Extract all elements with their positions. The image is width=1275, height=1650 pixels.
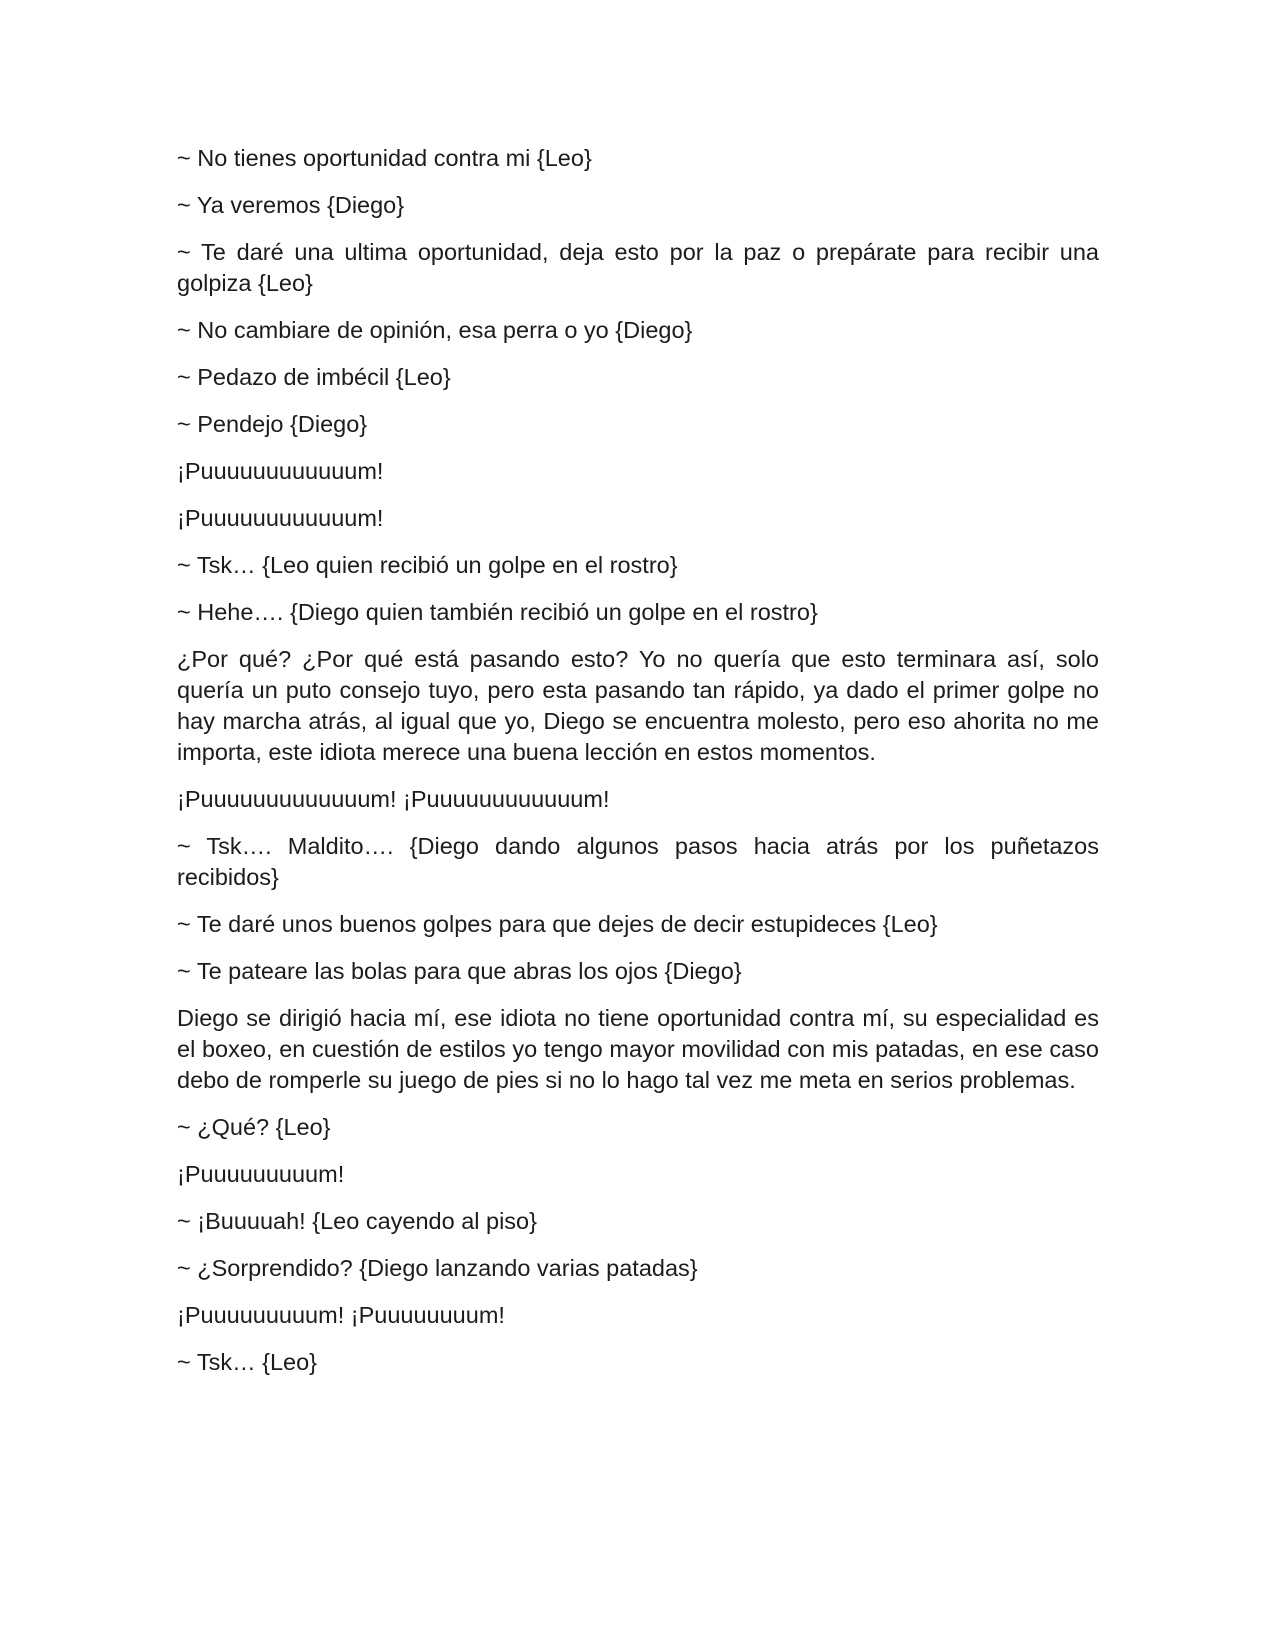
dialogue-line: ~ ¿Qué? {Leo} xyxy=(177,1114,331,1140)
dialogue-line: ~ Tsk… {Leo quien recibió un golpe en el rostro} xyxy=(177,552,678,578)
document-body xyxy=(177,143,1099,1394)
dialogue-line: ~ Te daré una ultima oportunidad, deja esto por la paz o prepárate para recibir una golpiza {Leo} xyxy=(177,239,1099,296)
dialogue-line: ~ Te daré unos buenos golpes para que dejes de decir estupideces {Leo} xyxy=(177,911,938,937)
narration-paragraph: ¿Por qué? ¿Por qué está pasando esto? Yo no quería que esto terminara así, solo quería un puto consejo tuyo, pero esta pasando tan rápido, ya dado el primer golpe no hay marcha atrás, al igual que yo, Diego se encuentra molesto, pero eso ahorita no me importa, este idiota merece una buena lección en estos momentos. xyxy=(177,646,1099,765)
sound-effect-line: ¡Puuuuuuuuuuuum! xyxy=(177,505,384,531)
dialogue-line: ~ Ya veremos {Diego} xyxy=(177,192,405,218)
sound-effect-line: ¡Puuuuuuuuuuuuum! ¡Puuuuuuuuuuuum! xyxy=(177,786,610,812)
dialogue-line: ~ Tsk… {Leo} xyxy=(177,1349,318,1375)
dialogue-line: ~ ¡Buuuuah! {Leo cayendo al piso} xyxy=(177,1208,537,1234)
dialogue-line: ~ No tienes oportunidad contra mi {Leo} xyxy=(177,145,592,171)
dialogue-line: ~ No cambiare de opinión, esa perra o yo {Diego} xyxy=(177,317,693,343)
dialogue-line: ~ ¿Sorprendido? {Diego lanzando varias patadas} xyxy=(177,1255,698,1281)
dialogue-line: ~ Pendejo {Diego} xyxy=(177,411,368,437)
sound-effect-line: ¡Puuuuuuuuuuuum! xyxy=(177,458,384,484)
sound-effect-line: ¡Puuuuuuuuum! xyxy=(177,1161,345,1187)
dialogue-line: ~ Te pateare las bolas para que abras los ojos {Diego} xyxy=(177,958,742,984)
dialogue-line: ~ Pedazo de imbécil {Leo} xyxy=(177,364,451,390)
dialogue-line: ~ Hehe…. {Diego quien también recibió un golpe en el rostro} xyxy=(177,599,818,625)
sound-effect-line: ¡Puuuuuuuuum! ¡Puuuuuuuum! xyxy=(177,1302,505,1328)
dialogue-line: ~ Tsk…. Maldito…. {Diego dando algunos pasos hacia atrás por los puñetazos recibidos} xyxy=(177,833,1099,890)
narration-paragraph: Diego se dirigió hacia mí, ese idiota no tiene oportunidad contra mí, su especialidad es el boxeo, en cuestión de estilos yo tengo mayor movilidad con mis patadas, en ese caso debo de romperle su juego de pies si no lo hago tal vez me meta en serios problemas. xyxy=(177,1005,1099,1093)
